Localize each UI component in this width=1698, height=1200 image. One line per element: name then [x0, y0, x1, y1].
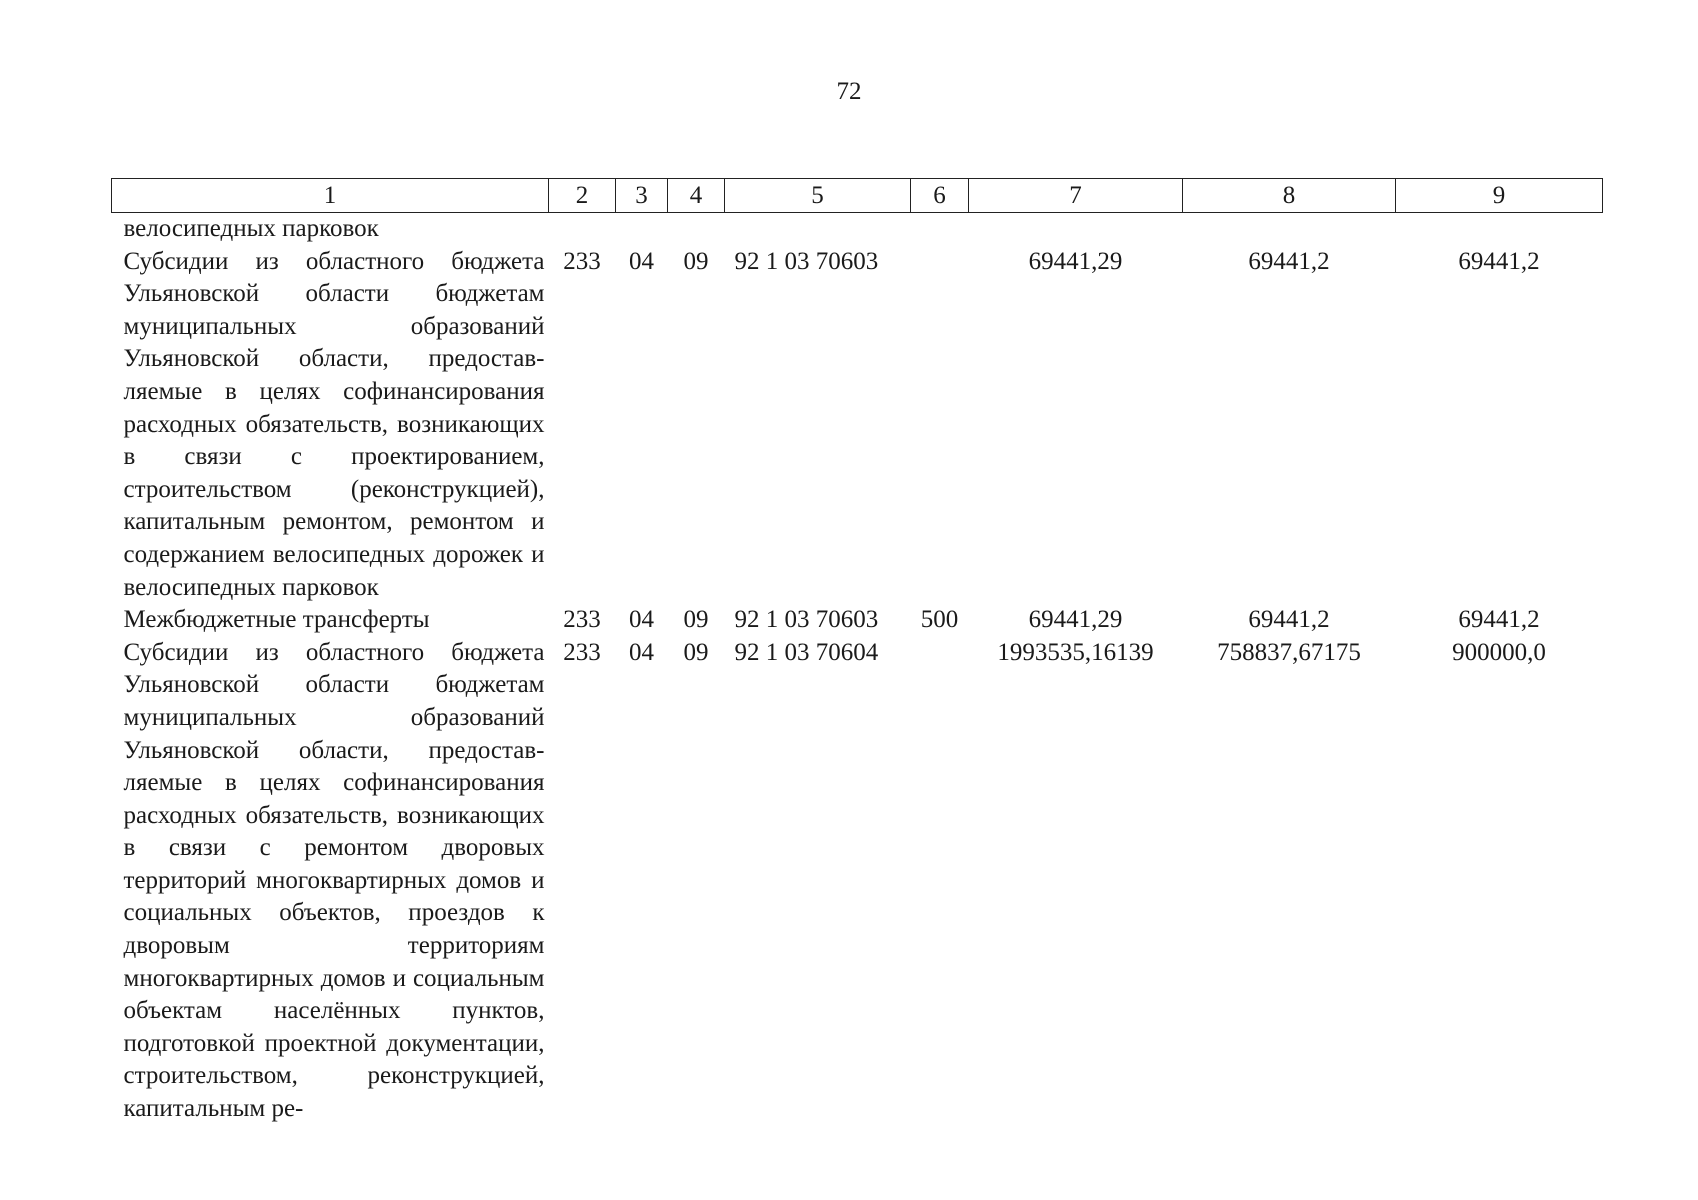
row-cell-8	[1183, 213, 1396, 246]
row-cell-6: 500	[920, 606, 959, 634]
page-number: 72	[836, 78, 862, 105]
column-header-3: 3	[616, 179, 668, 213]
row-name: Субсидии из областного бюджета Ульяновской области бюджетам муниципальных образований Ульяновской области, предоставляемые в целях софинансирования расходных обязательств, возникающих в связи с проектированием, строительством (реконструкцией), капитальным ремонтом, ремонтом и содержанием велосипедных дорожек и велосипедных парковок	[123, 247, 545, 601]
row-cell-6	[911, 246, 969, 605]
column-header-2: 2	[549, 179, 616, 213]
header-row	[112, 179, 1603, 213]
row-cell-4: 09	[683, 638, 709, 666]
row-cell-7: 69441,29	[1028, 606, 1123, 634]
row-cell-2	[549, 213, 616, 246]
row-cell-4: 09	[683, 606, 709, 634]
row-name: велосипедных парковок	[123, 215, 379, 242]
row-cell-7: 1993535,16139	[997, 638, 1154, 666]
column-header-7: 7	[969, 179, 1183, 213]
row-cell-6	[911, 213, 969, 246]
row-name: Субсидии из областного бюджета Ульяновской области бюджетам муниципальных образований Ульяновской области, предоставляемые в целях софинансирования расходных обязательств, возникающих в связи с ремонтом дворовых территорий многоквартирных домов и социальных объектов, проездов к дворовым территориям многоквартирных домов и социальным объектам населённых пунктов, подготовкой проектной документации, строительством, реконструкцией, капитальным ре-	[123, 638, 545, 1123]
table-row	[112, 213, 1603, 246]
column-header-1: 1	[112, 179, 549, 213]
column-header-5: 5	[725, 179, 911, 213]
row-cell-9	[1396, 213, 1603, 246]
row-cell-9: 69441,2	[1458, 606, 1540, 634]
budget-table	[111, 178, 1603, 1126]
row-cell-5: 92 1 03 70603	[734, 606, 879, 634]
column-header-4: 4	[668, 179, 725, 213]
column-header-8: 8	[1183, 179, 1396, 213]
row-cell-4: 09	[683, 247, 709, 275]
column-header-6: 6	[911, 179, 969, 213]
table-row	[112, 604, 1603, 637]
row-cell-2: 233	[563, 606, 601, 634]
row-cell-3: 04	[629, 247, 654, 275]
row-cell-3: 04	[629, 638, 654, 666]
row-cell-8: 69441,2	[1248, 247, 1330, 275]
row-cell-5: 92 1 03 70604	[734, 638, 879, 666]
row-cell-9: 900000,0	[1452, 638, 1546, 666]
row-cell-8: 69441,2	[1248, 606, 1330, 634]
row-cell-2: 233	[563, 638, 601, 666]
row-cell-2: 233	[563, 247, 601, 275]
row-cell-9: 69441,2	[1458, 247, 1540, 275]
row-cell-6	[911, 637, 969, 1126]
row-cell-5	[725, 213, 911, 246]
row-cell-7	[969, 213, 1183, 246]
row-cell-3: 04	[629, 606, 654, 634]
column-header-9: 9	[1396, 179, 1603, 213]
row-cell-3	[616, 213, 668, 246]
table-row	[112, 246, 1603, 605]
row-cell-4	[668, 213, 725, 246]
row-cell-5: 92 1 03 70603	[734, 247, 879, 275]
table-row	[112, 637, 1603, 1126]
row-cell-8: 758837,67175	[1217, 638, 1361, 666]
row-name: Межбюджетные трансферты	[123, 606, 430, 634]
row-cell-7: 69441,29	[1028, 247, 1123, 275]
